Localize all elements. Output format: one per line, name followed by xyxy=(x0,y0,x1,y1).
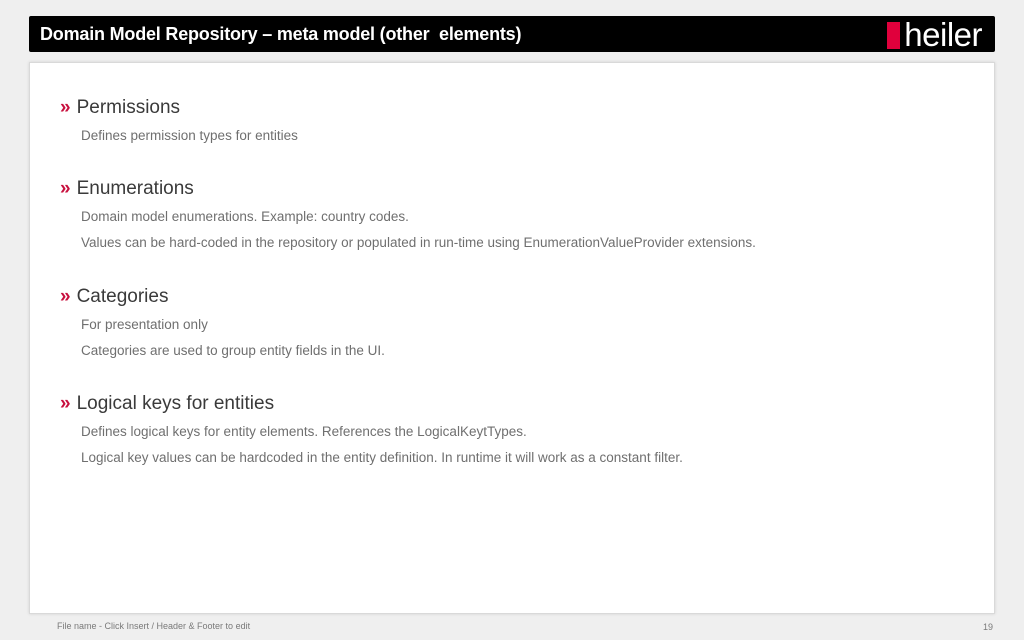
section-text: For presentation only xyxy=(81,317,208,332)
section-heading: Categories xyxy=(76,286,169,307)
logo-mark-icon xyxy=(887,22,900,49)
section-permissions xyxy=(60,97,298,147)
section-enumerations xyxy=(60,178,756,254)
section-text: Values can be hard-coded in the repository or populated in run-time using EnumerationValueProvider extensions. xyxy=(81,235,756,250)
section-text: Domain model enumerations. Example: country codes. xyxy=(81,209,409,224)
section-heading: Enumerations xyxy=(76,178,194,199)
title-bar xyxy=(29,16,995,52)
section-title xyxy=(60,178,756,202)
bullet-chevron-icon: » xyxy=(60,393,71,414)
section-text: Defines permission types for entities xyxy=(81,128,298,143)
logo-text: heiler xyxy=(904,16,982,53)
footer-filename: File name - Click Insert / Header & Footer to edit xyxy=(57,621,251,631)
section-heading: Permissions xyxy=(76,97,181,118)
page-number: 19 xyxy=(982,622,993,632)
section-title xyxy=(60,393,683,417)
bullet-chevron-icon: » xyxy=(60,286,71,307)
section-title xyxy=(60,97,298,121)
slide-title: Domain Model Repository – meta model (other elements) xyxy=(40,24,522,44)
heiler-logo xyxy=(887,18,982,52)
section-text: Logical key values can be hardcoded in the entity definition. In runtime it will work as a constant filter. xyxy=(81,450,683,465)
section-categories xyxy=(60,286,385,362)
bullet-chevron-icon: » xyxy=(60,97,71,118)
section-logical-keys xyxy=(60,393,683,469)
section-text: Defines logical keys for entity elements. References the LogicalKeytTypes. xyxy=(81,424,527,439)
section-text: Categories are used to group entity fields in the UI. xyxy=(81,343,385,358)
content-panel xyxy=(29,62,995,614)
section-heading: Logical keys for entities xyxy=(76,393,275,414)
bullet-chevron-icon: » xyxy=(60,178,71,199)
section-title xyxy=(60,286,385,310)
